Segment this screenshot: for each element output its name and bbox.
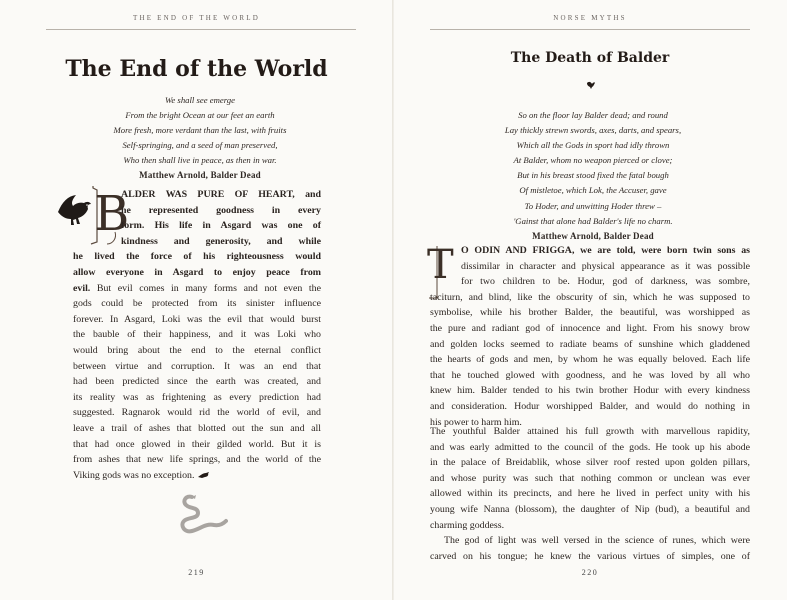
epigraph-line: Of mistletoe, which Lok, the Accuser, gave [519, 185, 667, 196]
body-line: gods could be protected from its sinister influence [73, 298, 321, 310]
body-line: The god of light was well versed in the science of runes, which were [444, 535, 750, 547]
body-line: charming goddess. [430, 519, 505, 531]
epigraph-line: We shall see emerge [164, 95, 236, 105]
body-line: knew him. Balder tended to his twin brother Hodur with every kindness [430, 385, 750, 397]
body-line: and was early admitted to the council of the gods. He took up his abode [430, 441, 750, 453]
body-line: the pure and radiant god of innocence and light. From his snowy brow [430, 322, 750, 334]
lead-in: O ODIN AND FRIGGA, we are told, were born twin sons as [461, 245, 750, 256]
epigraph [433, 108, 753, 244]
body-line: in the palace of Breidablik, whose silver roof rested upon golden pillars, [430, 457, 750, 469]
body-text [73, 187, 321, 483]
body-line: evil. But evil comes in many forms and not even the [73, 282, 321, 294]
epigraph-line: Lay thickly strewn swords, axes, darts, and spears, [504, 125, 682, 136]
page-number: 220 [581, 568, 599, 577]
body-line: its reality was as frightening as every prediction had [73, 391, 321, 403]
body-line: ALDER WAS PURE OF HEART, and [121, 189, 321, 200]
body-line: carved on his tongue; he knew the various virtues of simples, one of [430, 550, 750, 562]
body-line: and consideration. Hodur worshipped Balder, and would do nothing in [430, 400, 750, 412]
body-line: The youthful Balder attained his full growth with marvellous rapidity, [430, 426, 750, 437]
left-page [0, 0, 393, 600]
body-line: leave a trail of ashes that blotted out the sun and all [73, 422, 321, 434]
epigraph-line: Who then shall live in peace, as then in war. [123, 155, 277, 166]
body-line: and golden locks seemed to radiate beams of sunshine which gladdened [430, 338, 750, 350]
body-line: he lived the force of his righteousness would [73, 251, 321, 263]
epigraph [40, 93, 360, 184]
body-line: young wife Nanna (blossom), the daughter of Nip (bud), a beautiful and [430, 503, 750, 515]
body-line: his power to harm him. [430, 416, 522, 428]
epigraph-line: To Hoder, and unwitting Hoder threw – [524, 200, 662, 211]
body-line: allow everyone in Asgard to enjoy peace from [73, 266, 321, 278]
epigraph-line: Self-springing, and a seed of man preserved, [122, 140, 278, 151]
body-line: dissimilar in character and physical appearance as it was possible [461, 260, 750, 272]
body-line-text: Viking gods was no exception. [73, 469, 195, 481]
running-head: THE END OF THE WORLD [133, 14, 260, 22]
body-line [461, 243, 750, 259]
body-line: the bauble of their happiness, and it was Loki who [73, 329, 321, 341]
body-line: that he touched glowed with goodness, and he was loved by all who [430, 369, 750, 381]
drop-cap-letter: T [427, 242, 454, 288]
body-line: and whose purity was such that nothing common or unclean was ever [430, 472, 750, 484]
body-line: would bring about the end to the eternal conflict [73, 344, 321, 356]
small-bird-icon [197, 471, 211, 479]
epigraph-line: From the bright Ocean at our feet an earth [125, 110, 275, 121]
header-rule [430, 29, 750, 30]
body-paragraph [430, 424, 750, 564]
epigraph-line: So on the floor lay Balder dead; and round [518, 110, 668, 120]
body-line [73, 468, 321, 484]
body-line: taciturn, and blind, like the obscurity of sin, which he was supposed to [430, 291, 750, 303]
bird-ornament-icon [586, 80, 596, 90]
right-page [393, 0, 787, 600]
body-line: forever. In Asgard, Loki was the evil that would burst [73, 313, 321, 325]
body-line: between virtue and corruption. It was an end that [73, 360, 321, 372]
epigraph-line: But in his breast stood fixed the fatal bough [517, 170, 669, 181]
epigraph-line: At Balder, whom no weapon pierced or clove; [513, 155, 673, 166]
body-line: had been predicted since the earth was created, and [73, 376, 321, 388]
body-line: form. His life in Asgard was one of [121, 220, 321, 232]
header-rule [46, 29, 356, 30]
chapter-title: The Death of Balder [510, 50, 670, 66]
body-line: allowed within its precincts, and here he lived in perfect unity with his [430, 488, 750, 500]
body-line: the hearts of gods and men, by whom he was equally beloved. Each life [430, 354, 750, 366]
drop-cap-letter: B [94, 186, 130, 242]
epigraph-attribution: Matthew Arnold, Balder Dead [532, 230, 654, 241]
serpent-icon [176, 493, 228, 539]
epigraph-line: Which all the Gods in sport had idly thrown [516, 140, 670, 151]
epigraph-attribution: Matthew Arnold, Balder Dead [139, 170, 261, 181]
body-line: suggested. Ragnarok would rid the world of evil, and [73, 407, 321, 419]
body-line: symbolise, while his brother Balder, the beautiful, was worshipped as [430, 307, 750, 319]
body-line: kindness and generosity, and while [121, 235, 321, 247]
page-number: 219 [188, 568, 205, 577]
chapter-title: The End of the World [65, 56, 328, 82]
body-line: for two children to be. Hodur, god of darkness, was sombre, [461, 276, 750, 288]
epigraph-line: 'Gainst that alone had Balder's life no charm. [513, 215, 673, 226]
body-paragraph [430, 243, 750, 430]
running-head: NORSE MYTHS [553, 14, 627, 22]
body-line: he represented goodness in every [121, 204, 321, 216]
body-line: that had once glowed in their gilded world. But it is [73, 438, 321, 450]
body-line: from ashes that new life springs, and the world of the [73, 454, 321, 466]
epigraph-line: More fresh, more verdant than the last, with fruits [113, 125, 287, 136]
